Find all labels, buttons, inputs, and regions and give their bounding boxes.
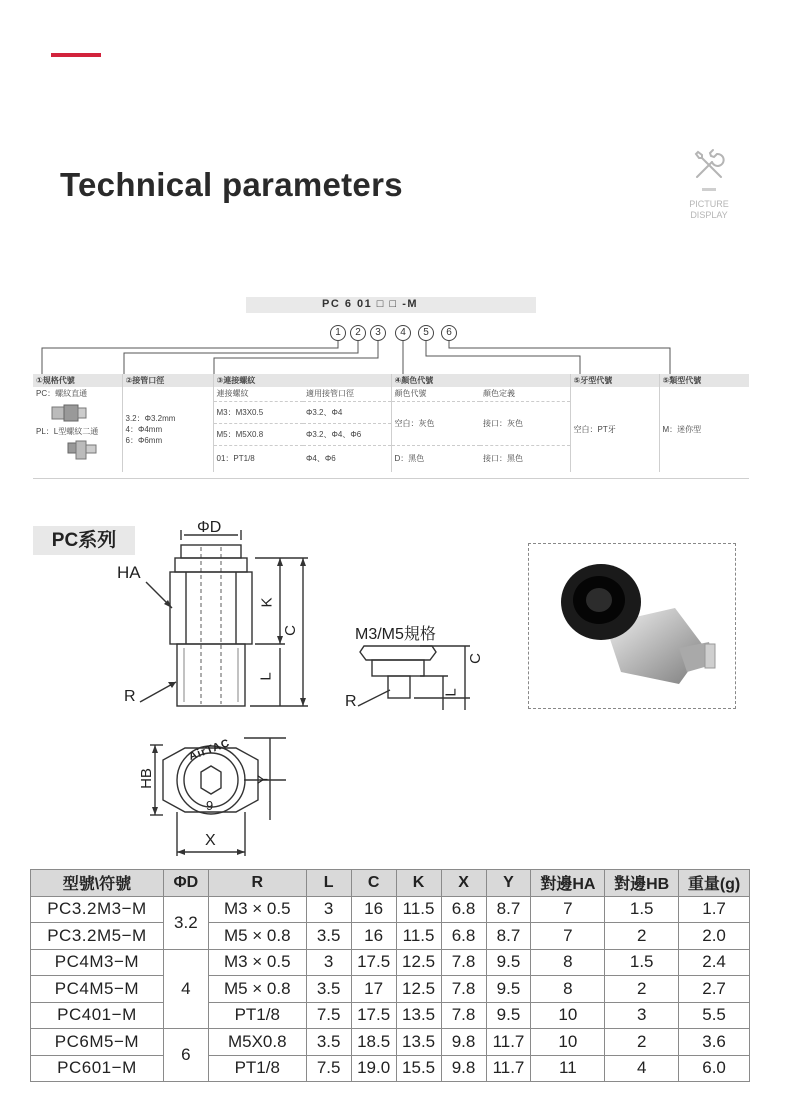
spec-thread-m3: M3：M3X0.5: [213, 401, 303, 423]
dim-header-weight: 重量(g): [679, 870, 750, 897]
spec-thread-m5: M5：M5X0.8: [213, 423, 303, 445]
code-circle-3: 3: [370, 325, 386, 341]
dim-header-hb: 對邊HB: [605, 870, 679, 897]
dim-header-r: R: [208, 870, 306, 897]
code-circle-2: 2: [350, 325, 366, 341]
label-c-small: C: [466, 653, 484, 664]
dim-header-d: ΦD: [163, 870, 208, 897]
dim-header-l: L: [306, 870, 351, 897]
code-circle-6: 6: [441, 325, 457, 341]
code-circle-5: 5: [418, 325, 434, 341]
label-phi-d: ΦD: [197, 519, 222, 536]
table-row: PC601−M PT1/8 7.5 19.0 15.5 9.8 11.7 11 4 6.0: [31, 1055, 750, 1082]
table-row: PC3.2M5−M M5 × 0.8 3.5 16 11.5 6.8 8.7 7 2 2.0: [31, 923, 750, 950]
spec-header-1: ①規格代號: [33, 374, 122, 387]
spec-type-code: M：迷你型: [659, 387, 749, 472]
label-l-small: L: [442, 688, 460, 697]
spec-size-4: 4：Φ4mm: [125, 425, 163, 434]
table-row: PC401−M PT1/8 7.5 17.5 13.5 7.8 9.5 10 3 5.5: [31, 1002, 750, 1029]
dim-header-x: X: [441, 870, 486, 897]
spec-colordef-grey: 接口：灰色: [480, 401, 570, 445]
code-circle-1: 1: [330, 325, 346, 341]
spec-tube-01: Φ4、Φ6: [306, 454, 336, 464]
spec-color-d: D：黑色: [391, 445, 480, 472]
dim-header-c: C: [351, 870, 396, 897]
spec-thread-type: 空白：PT牙: [570, 387, 659, 472]
spec-color-subhead: 顏色代號: [391, 387, 480, 401]
code-circle-4: 4: [395, 325, 411, 341]
spec-size-32: 3.2：Φ3.2mm: [125, 414, 176, 423]
spec-tube-subhead: 適用接管口徑: [303, 387, 391, 401]
spec-size-6: 6：Φ6mm: [125, 436, 163, 445]
dim-header-model: 型號\符號: [31, 870, 164, 897]
dim-header-y: Y: [486, 870, 531, 897]
order-code: PC 6 01 □ □ -M: [322, 298, 419, 310]
label-y: Y: [254, 774, 272, 785]
badge-line-1: PICTURE: [689, 199, 729, 209]
label-hb: HB: [137, 768, 155, 789]
size-mark: 6: [206, 798, 214, 813]
spec-tube-m5: Φ3.2、Φ4、Φ6: [303, 423, 391, 445]
spec-colordef-black: 接口：黑色: [483, 454, 523, 464]
spec-tube-m3: Φ3.2、Φ4: [303, 401, 391, 423]
label-l: L: [257, 672, 275, 681]
product-photo-frame: [528, 543, 736, 709]
series-label: PC系列: [33, 526, 135, 555]
label-c: C: [281, 625, 299, 636]
table-row: PC4M5−M M5 × 0.8 3.5 17 12.5 7.8 9.5 8 2 2.7: [31, 976, 750, 1003]
label-ha: HA: [117, 563, 141, 582]
spec-colordef-subhead: 顏色定義: [480, 387, 570, 401]
label-r-small: R: [345, 693, 357, 710]
table-row: PC4M3−M 4 M3 × 0.5 3 17.5 12.5 7.8 9.5 8 1.5 2.4: [31, 949, 750, 976]
label-k: K: [258, 597, 276, 608]
table-row: PC6M5−M 6 M5X0.8 3.5 18.5 13.5 9.8 11.7 10 2 3.6: [31, 1029, 750, 1056]
label-x: X: [205, 832, 216, 849]
dimension-table: [30, 869, 750, 1082]
spec-thread-01: 01：PT1/8: [213, 445, 303, 472]
table-row: PC3.2M3−M 3.2 M3 × 0.5 3 16 11.5 6.8 8.7 7 1.5 1.7: [31, 896, 750, 923]
badge-line-2: DISPLAY: [690, 210, 728, 220]
brand-mark: AirTAC: [187, 736, 232, 764]
product-photo: [529, 544, 735, 708]
label-m3m5: M3/M5規格: [355, 626, 436, 643]
spec-pl-label: PL：L型螺紋二通: [36, 427, 99, 436]
dim-header-ha: 對邊HA: [531, 870, 605, 897]
dim-header-k: K: [396, 870, 441, 897]
spec-color-blank: 空白：灰色: [391, 401, 480, 445]
page-title: Technical parameters: [60, 166, 403, 203]
spec-header-4: ④顏色代號: [391, 374, 570, 387]
spec-pc-label: PC：螺紋直通: [36, 389, 88, 398]
spec-header-6: ⑤類型代號: [659, 374, 749, 387]
spec-header-3: ③連接螺紋: [213, 374, 391, 387]
spec-thread-subhead: 連接螺紋: [213, 387, 303, 401]
label-r: R: [124, 688, 136, 705]
spec-header-2: ②接管口徑: [122, 374, 213, 387]
spec-header-5: ⑤牙型代號: [570, 374, 659, 387]
